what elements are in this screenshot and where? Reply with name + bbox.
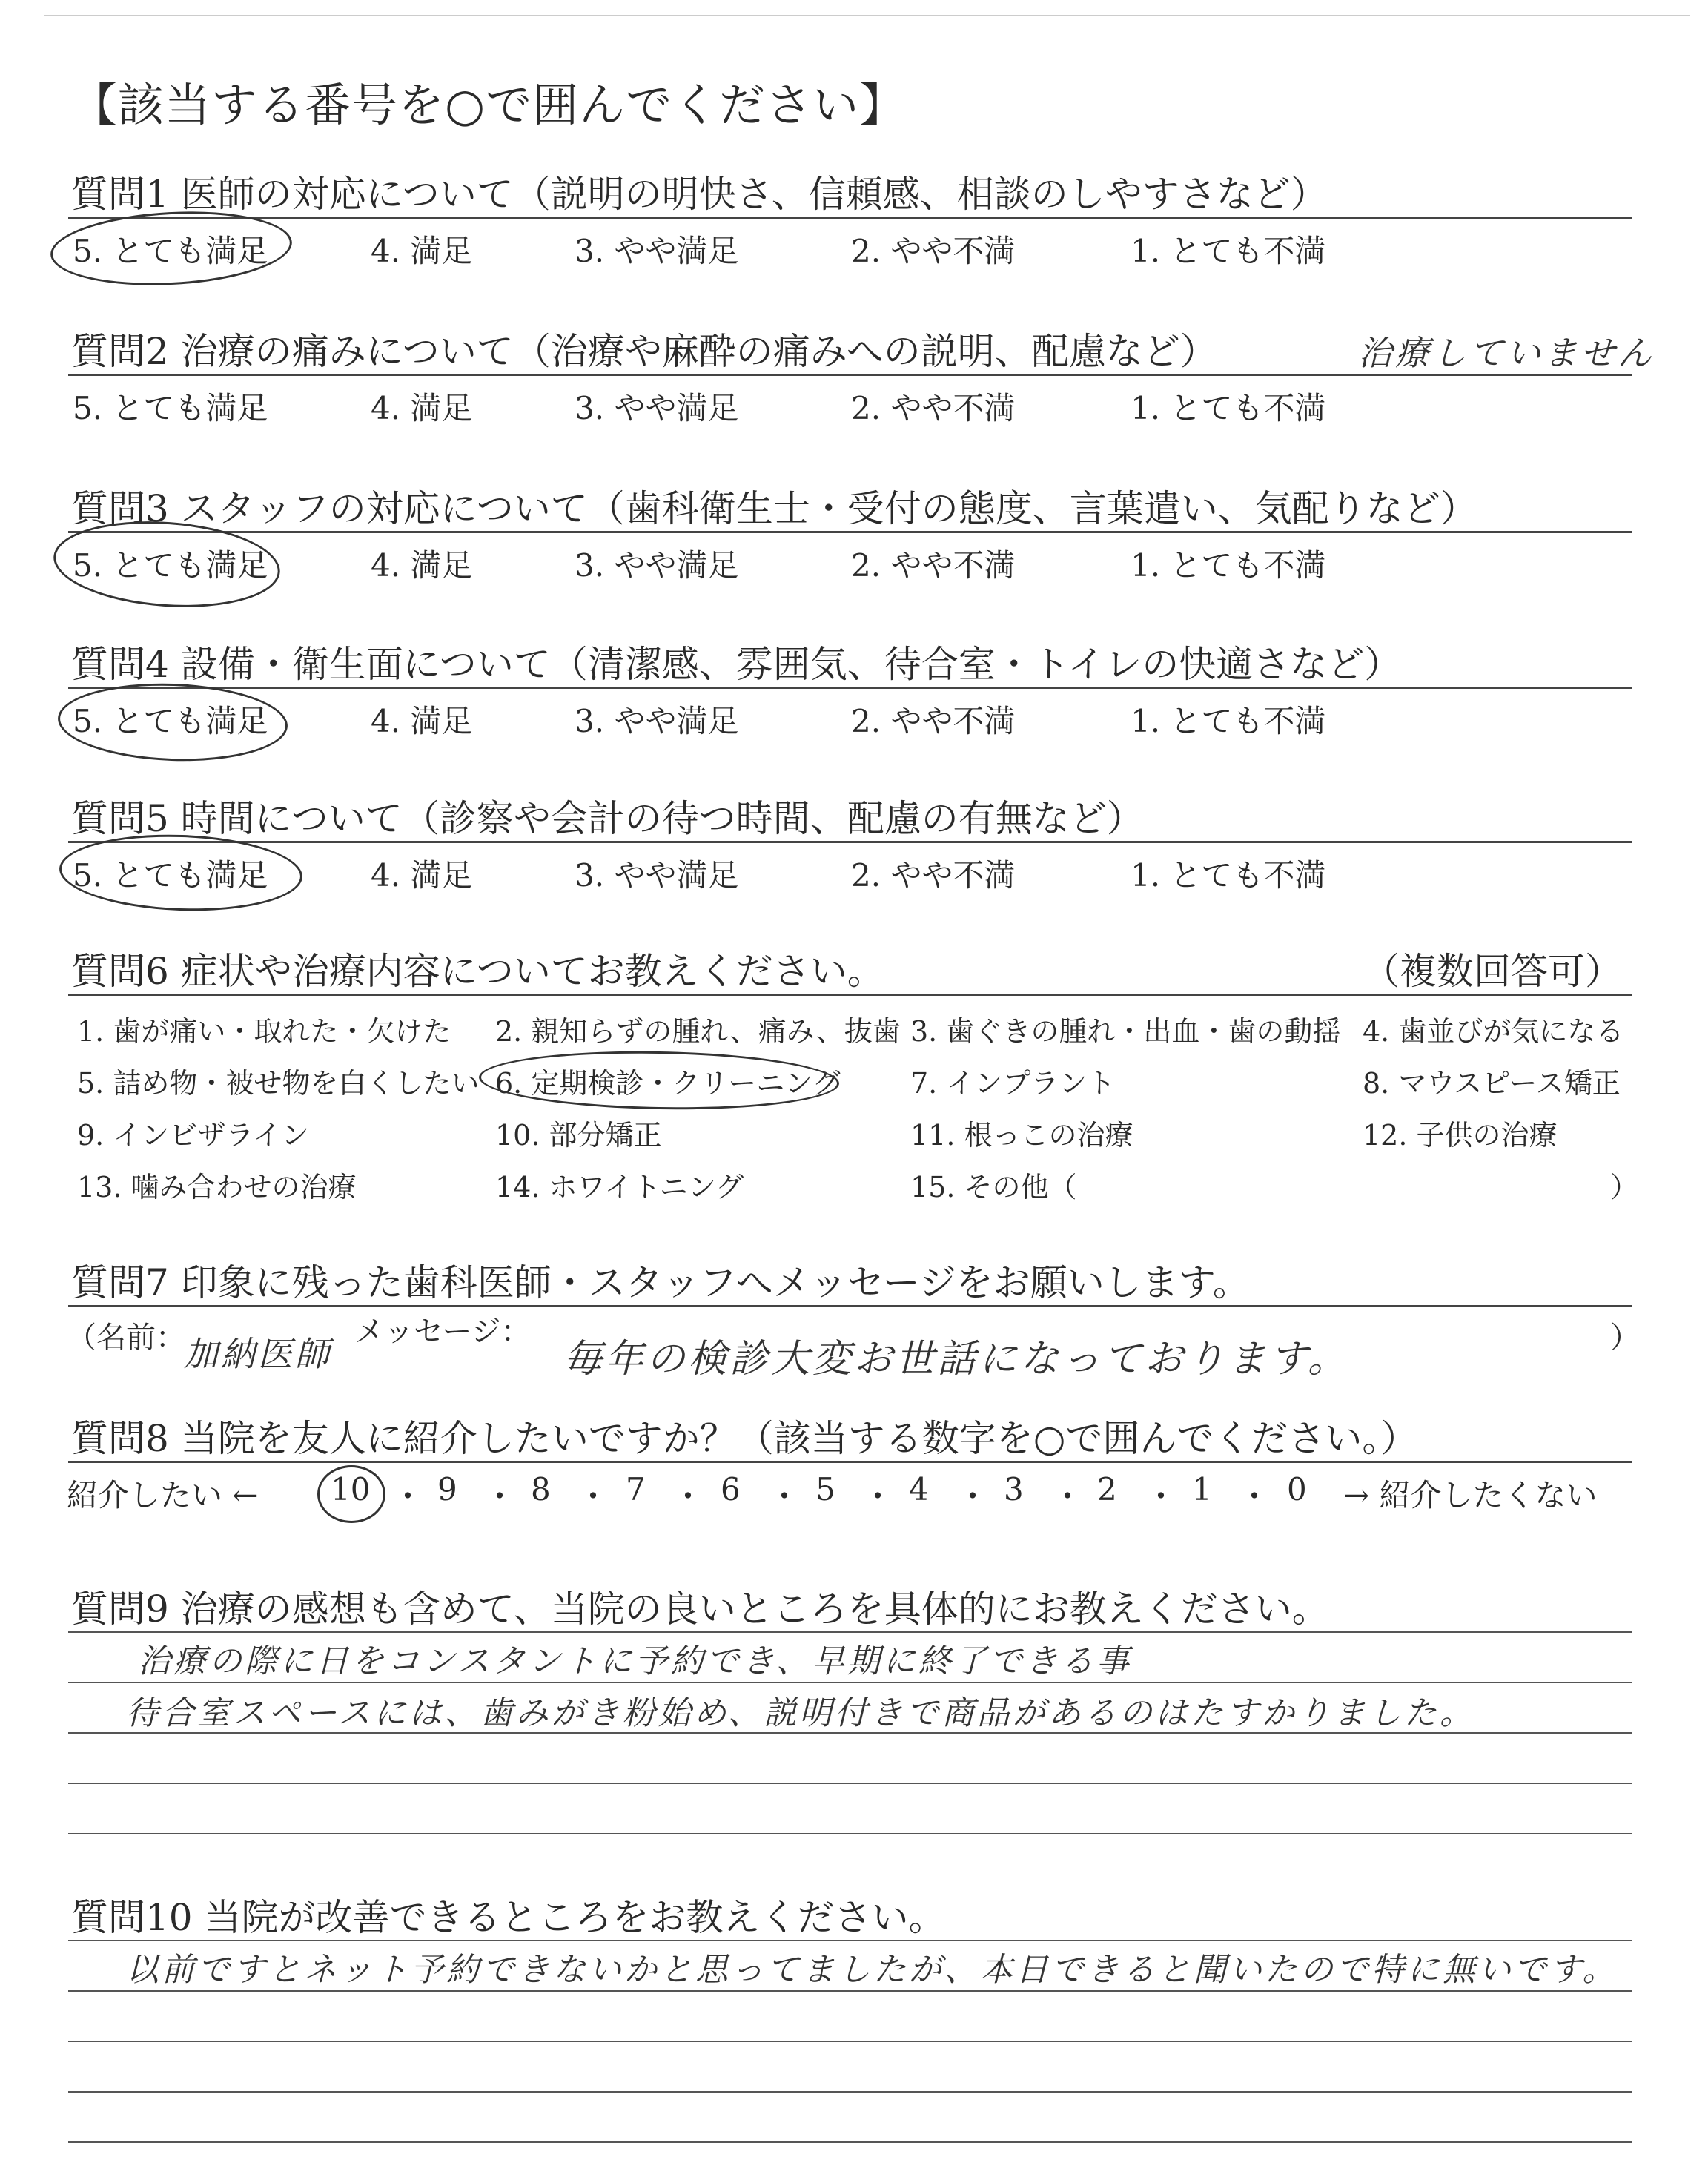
selection-circle [317,1465,385,1523]
q3-option-5[interactable]: 5. とても満足 [73,547,268,584]
symptom-option[interactable]: 9. インビザライン [77,1119,310,1152]
q2-option-3[interactable]: 3. やや満足 [575,390,739,426]
dot-separator: ・ [861,1478,894,1516]
answer-line [68,1783,1632,1784]
dot-separator: ・ [577,1478,609,1516]
symptom-option[interactable]: 2. 親知らずの腫れ、痛み、抜歯 [495,1015,901,1048]
selection-circle [478,1048,839,1112]
q3-option-1[interactable]: 1. とても不満 [1131,547,1326,584]
symptom-option[interactable]: 15. その他（ [910,1171,1077,1203]
answer-line [68,1990,1632,1992]
answer-line [68,1833,1632,1834]
selection-circle [58,830,303,914]
q1-option-5[interactable]: 5. とても満足 [73,233,268,269]
dot-separator: ・ [1238,1478,1271,1516]
q4-option-3[interactable]: 3. やや満足 [575,703,739,739]
q5-option-5[interactable]: 5. とても満足 [73,857,268,894]
symptom-option[interactable]: 6. 定期検診・クリーニング [495,1067,841,1100]
score-6[interactable]: 6 [721,1471,741,1507]
dot-separator: ・ [672,1478,704,1516]
q1-option-1[interactable]: 1. とても不満 [1131,233,1326,269]
q1-option-2[interactable]: 2. やや不満 [851,233,1016,269]
symptom-option[interactable]: 14. ホワイトニング [495,1171,744,1203]
question-6-label: 質問6 症状や治療内容についてお教えください。 [71,950,884,993]
q2-handwritten-note: 治療していません [1358,333,1655,373]
score-3[interactable]: 3 [1004,1471,1024,1507]
answer-line [68,1940,1632,1941]
q5-option-1[interactable]: 1. とても不満 [1131,857,1326,894]
answer-line [68,1631,1632,1633]
answer-line [68,2041,1632,2042]
divider [68,687,1632,689]
symptom-option[interactable]: 11. 根っこの治療 [910,1119,1133,1152]
score-10[interactable]: 10 [331,1471,371,1507]
score-2[interactable]: 2 [1097,1471,1117,1507]
divider [68,1305,1632,1307]
dot-separator: ・ [956,1478,989,1516]
question-7-label: 質問7 印象に残った歯科医師・スタッフへメッセージをお願いします。 [71,1261,1250,1304]
question-4-label: 質問4 設備・衛生面について（清潔感、雰囲気、待合室・トイレの快適さなど） [71,643,1402,686]
score-9[interactable]: 9 [437,1471,457,1507]
score-8[interactable]: 8 [531,1471,551,1507]
q3-option-4[interactable]: 4. 満足 [371,547,473,584]
divider [68,1461,1632,1463]
dot-separator: ・ [768,1478,801,1516]
q9-answer-line-1: 治療の際に日をコンスタントに予約でき、早期に終了できる事 [138,1642,1132,1680]
divider [68,994,1632,996]
q2-option-4[interactable]: 4. 満足 [371,390,473,426]
answer-line [68,1682,1632,1683]
staff-name-handwritten: 加納医師 [184,1334,332,1374]
score-0[interactable]: 0 [1287,1471,1307,1507]
dot-separator: ・ [1051,1478,1084,1516]
q4-option-5[interactable]: 5. とても満足 [73,703,268,739]
question-10-label: 質問10 当院が改善できるところをお教えください。 [71,1896,946,1939]
q5-option-4[interactable]: 4. 満足 [371,857,473,894]
question-5-label: 質問5 時間について（診察や会計の待つ時間、配慮の有無など） [71,797,1144,840]
q1-option-3[interactable]: 3. やや満足 [575,233,739,269]
q5-option-2[interactable]: 2. やや不満 [851,857,1016,894]
symptom-option[interactable]: 8. マウスピース矯正 [1363,1067,1621,1100]
symptom-option[interactable]: 10. 部分矯正 [495,1119,662,1152]
dot-separator: ・ [391,1478,424,1516]
q9-answer-line-2: 待合室スペースには、歯みがき粉始め、説明付きで商品があるのはたすかりました。 [126,1694,1476,1732]
dot-separator: ・ [483,1478,516,1516]
score-5[interactable]: 5 [815,1471,835,1507]
score-4[interactable]: 4 [909,1471,929,1507]
message-close-paren: ） [1610,1321,1640,1355]
symptom-option[interactable]: 13. 噛み合わせの治療 [77,1171,357,1203]
q2-option-1[interactable]: 1. とても不満 [1131,390,1326,426]
divider [68,531,1632,533]
symptom-option[interactable]: 7. インプラント [910,1067,1116,1100]
symptom-option[interactable]: 5. 詰め物・被せ物を白くしたい [77,1067,480,1100]
page-title: 【該当する番号を○で囲んでください】 [71,78,907,132]
recommend-right-label: → 紹介したくない [1343,1477,1598,1513]
q3-option-3[interactable]: 3. やや満足 [575,547,739,584]
question-8-label: 質問8 当院を友人に紹介したいですか？（該当する数字を○で囲んでください。） [71,1417,1418,1460]
question-1-label: 質問1 医師の対応について（説明の明快さ、信頼感、相談のしやすさなど） [71,173,1328,216]
name-label: （名前： [67,1321,185,1355]
score-1[interactable]: 1 [1192,1471,1212,1507]
symptom-option[interactable]: 1. 歯が痛い・取れた・欠けた [77,1015,451,1048]
q3-option-2[interactable]: 2. やや不満 [851,547,1016,584]
symptom-option[interactable]: 3. 歯ぐきの腫れ・出血・歯の動揺 [910,1015,1341,1048]
other-close-paren: ） [1610,1171,1639,1203]
score-7[interactable]: 7 [626,1471,646,1507]
recommend-left-label: 紹介したい ← [67,1477,259,1513]
q4-option-2[interactable]: 2. やや不満 [851,703,1016,739]
answer-line [68,2141,1632,2143]
message-label: メッセージ： [354,1315,531,1349]
divider [68,841,1632,843]
divider [68,217,1632,219]
symptom-option[interactable]: 12. 子供の治療 [1363,1119,1558,1152]
question-9-label: 質問9 治療の感想も含めて、当院の良いところを具体的にお教えください。 [71,1588,1329,1631]
q1-option-4[interactable]: 4. 満足 [371,233,473,269]
question-3-label: 質問3 スタッフの対応について（歯科衛生士・受付の態度、言葉遣い、気配りなど） [71,487,1477,530]
q4-option-1[interactable]: 1. とても不満 [1131,703,1326,739]
selection-circle [56,680,288,765]
q2-option-5[interactable]: 5. とても満足 [73,390,268,426]
dot-separator: ・ [1145,1478,1177,1516]
q2-option-2[interactable]: 2. やや不満 [851,390,1016,426]
message-handwritten: 毎年の検診大変お世話になっております。 [563,1337,1349,1381]
answer-line [68,2091,1632,2093]
symptom-option[interactable]: 4. 歯並びが気になる [1363,1015,1624,1048]
divider [68,374,1632,376]
top-edge [44,15,1690,16]
question-2-label: 質問2 治療の痛みについて（治療や麻酔の痛みへの説明、配慮など） [71,330,1217,373]
q10-answer-line-1: 以前ですとネット予約できないかと思ってましたが、本日できると聞いたので特に無いです。 [126,1951,1618,1989]
multiple-answer-note: （複数回答可） [1363,950,1622,993]
q5-option-3[interactable]: 3. やや満足 [575,857,739,894]
q4-option-4[interactable]: 4. 満足 [371,703,473,739]
answer-line [68,1732,1632,1734]
